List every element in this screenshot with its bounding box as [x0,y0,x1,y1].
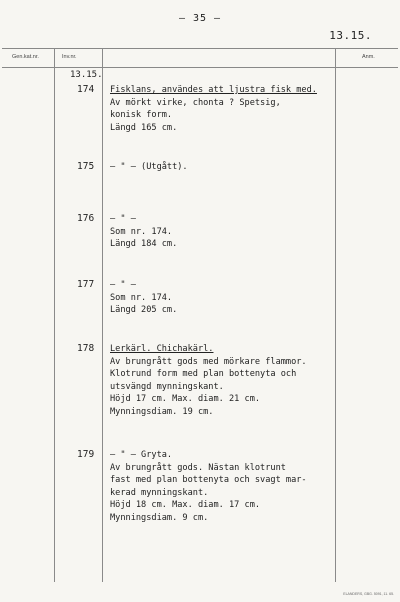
entry-description [110,84,336,134]
section-number: 13.15. [70,70,103,80]
inventory-number: 174 [77,84,95,95]
inventory-number: 177 [77,279,95,290]
header-invnr: Inv.nr. [62,54,77,60]
entry-line: Längd 205 cm. [110,305,178,315]
printer-mark: ELANDERS, GBG. 5091, 11. 65. [343,592,394,596]
entry-description [110,279,336,317]
entry-line: Mynningsdiam. 9 cm. [110,512,209,523]
entry-line: Som nr. 174. [110,226,173,237]
entry-title: – " – [110,280,136,290]
entry-line: Höjd 18 cm. Max. diam. 17 cm. [110,500,261,510]
entry-description [110,213,336,251]
entry-line: Mynningsdiam. 19 cm. [110,406,214,417]
entry-line: Av mörkt virke, chonta ? Spetsig, [110,97,281,108]
column-header-row [2,48,398,68]
header-anm: Anm. [362,54,375,60]
entry-line: fast med plan bottenyta och svagt mar- [110,475,307,485]
entry-line: Som nr. 174. [110,292,173,303]
entry-line: konisk form. [110,110,173,120]
entry-line: Höjd 17 cm. Max. diam. 21 cm. [110,394,261,404]
column-divider [54,48,55,582]
entry-line: Av brungrått gods. Nästan klotrunt [110,462,286,473]
entry-description [110,161,336,174]
entry-title: – " – [110,214,136,224]
entry-description [110,343,336,418]
entry-title: – " – Gryta. [110,450,173,460]
entry-line: kerad mynningskant. [110,487,209,498]
entry-line: Längd 184 cm. [110,239,178,249]
entry-description [110,449,336,524]
catalog-reference: 13.15. [329,29,372,42]
entry-line: Längd 165 cm. [110,122,178,133]
entry-title: Fisklans, användes att ljustra fisk med. [110,85,317,95]
entry-line: Klotrund form med plan bottenyta och [110,369,297,379]
entry-line: utsvängd mynningskant. [110,381,224,392]
inventory-number: 176 [77,213,95,224]
page-number: – 35 – [178,13,222,24]
entry-title: – " – (Utgått). [110,162,188,172]
entry-title: Lerkärl. Chichakärl. [110,344,214,354]
column-divider [102,48,103,582]
inventory-number: 175 [77,161,95,172]
inventory-number: 178 [77,343,95,354]
entry-line: Av brungrått gods med mörkare flammor. [110,356,307,367]
inventory-number: 179 [77,449,95,460]
header-genkat: Gen.kat.nr. [12,54,39,60]
